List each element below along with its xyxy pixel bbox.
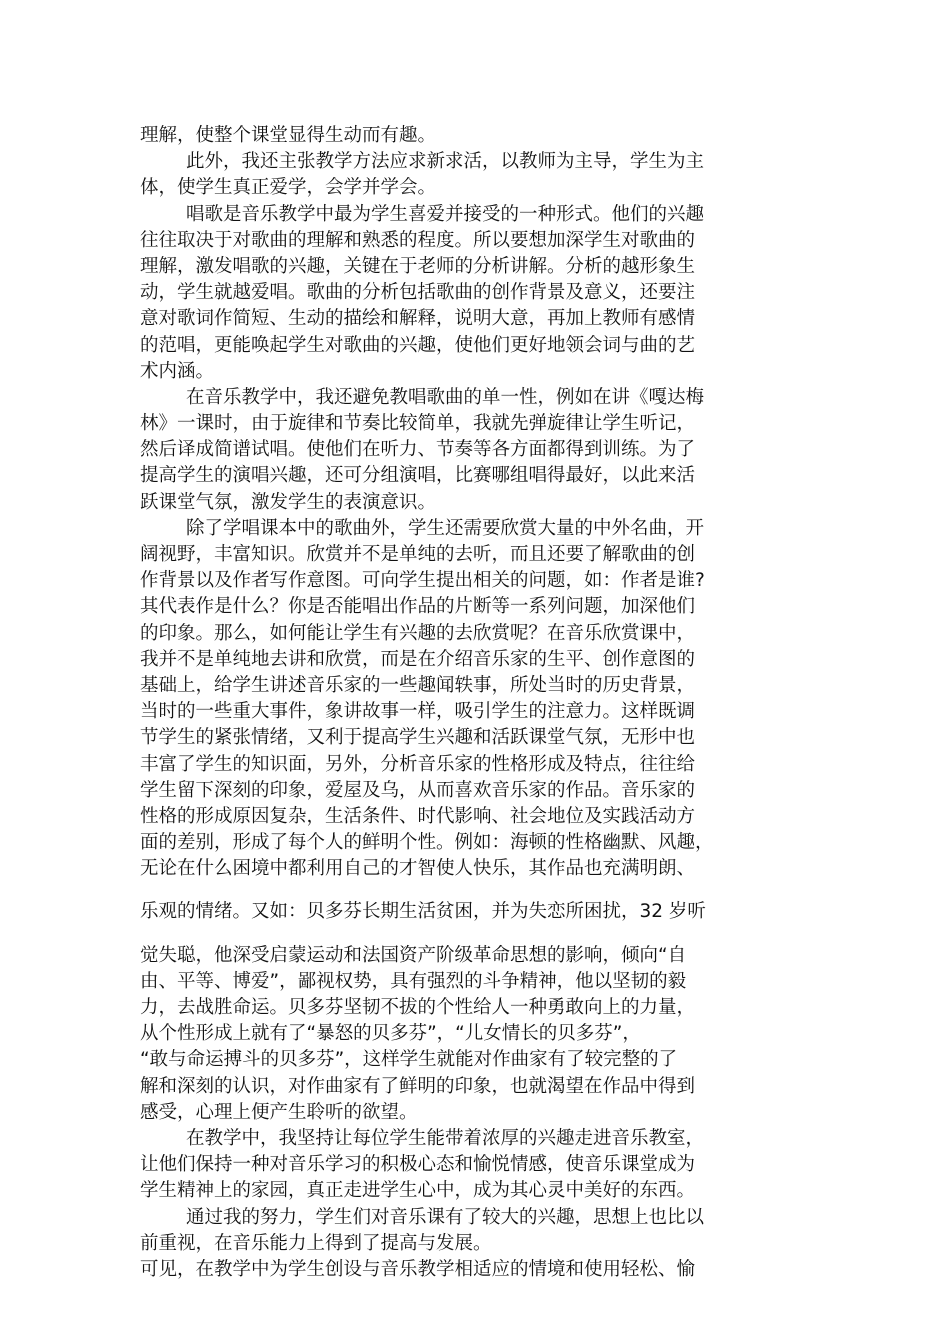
text-line: 体，使学生真正爱学，会学并学会。: [140, 177, 437, 199]
text-line: 阔视野，丰富知识。欣赏并不是单纯的去听，而且还要了解歌曲的创: [140, 544, 696, 565]
text-line: 力，去战胜命运。贝多芬坚韧不拔的个性给人一种勇敢向上的力量，: [140, 997, 696, 1018]
text-line: 提高学生的演唱兴趣，还可分组演唱，比赛哪组唱得最好，以此来活: [140, 465, 696, 487]
text-line: 节学生的紧张情绪，又利于提高学生兴趣和活跃课堂气氛，无形中也: [140, 727, 696, 749]
text-line: 学生留下深刻的印象，爱屋及乌，从而喜欢音乐家的作品。音乐家的: [140, 779, 696, 801]
text-line: 乐观的情绪。又如：贝多芬长期生活贫困，并为失恋所困扰，32 岁听: [140, 901, 706, 923]
text-line: 动，学生就越爱唱。歌曲的分析包括歌曲的创作背景及意义，还要注: [140, 282, 696, 304]
text-line: 然后译成简谱试唱。使他们在听力、节奏等各方面都得到训练。为了: [140, 439, 696, 461]
body-text: [140, 123, 812, 1283]
text-line: 的范唱，更能唤起学生对歌曲的兴趣，使他们更好地领会词与曲的艺: [140, 334, 696, 356]
text-line: 的印象。那么，如何能让学生有兴趣的去欣赏呢？在音乐欣赏课中，: [140, 622, 696, 644]
text-line: 除了学唱课本中的歌曲外，学生还需要欣赏大量的中外名曲，开: [186, 517, 705, 539]
text-line: 跃课堂气氛，激发学生的表演意识。: [140, 491, 437, 513]
text-line: 术内涵。: [140, 360, 215, 382]
text-line: 丰富了学生的知识面，另外，分析音乐家的性格形成及特点，往往给: [140, 753, 696, 775]
text-line: 解和深刻的认识，对作曲家有了鲜明的印象，也就渴望在作品中得到: [140, 1075, 696, 1097]
text-line: 学生精神上的家园，真正走进学生心中，成为其心灵中美好的东西。: [140, 1180, 696, 1202]
text-line: 当时的一些重大事件，象讲故事一样，吸引学生的注意力。这样既调: [140, 701, 696, 723]
text-line: 基础上，给学生讲述音乐家的一些趣闻轶事，所处当时的历史背景，: [140, 674, 696, 696]
text-line: 从个性形成上就有了“暴怒的贝多芬”，“儿女情长的贝多芬”，: [140, 1023, 641, 1045]
text-line: 其代表作是什么？你是否能唱出作品的片断等一系列问题，加深他们: [140, 596, 696, 618]
text-line: 让他们保持一种对音乐学习的积极心态和愉悦情感，使音乐课堂成为: [140, 1154, 696, 1176]
text-line: 在音乐教学中，我还避免教唱歌曲的单一性，例如在讲《嘎达梅: [186, 386, 705, 408]
text-line: 此外，我还主张教学方法应求新求活，以教师为主导，学生为主: [186, 151, 705, 173]
text-line: 前重视，在音乐能力上得到了提高与发展。: [140, 1232, 492, 1254]
text-line: 唱歌是音乐教学中最为学生喜爱并接受的一种形式。他们的兴趣: [186, 203, 705, 225]
text-line: 我并不是单纯地去讲和欣赏，而是在介绍音乐家的生平、创作意图的: [140, 648, 696, 670]
text-line: 作背景以及作者写作意图。可向学生提出相关的问题，如：作者是谁?: [140, 570, 705, 592]
text-line: 理解，使整个课堂显得生动而有趣。: [140, 125, 437, 146]
text-line: “敢与命运搏斗的贝多芬”，这样学生就能对作曲家有了较完整的了: [140, 1049, 678, 1071]
text-line: 林》一课时，由于旋律和节奏比较简单，我就先弹旋律让学生听记，: [140, 413, 696, 435]
text-line: 在教学中，我坚持让每位学生能带着浓厚的兴趣走进音乐教室，: [186, 1127, 705, 1149]
text-line: 意对歌词作简短、生动的描绘和解释，说明大意，再加上教师有感情: [140, 308, 696, 330]
text-line: 性格的形成原因复杂，生活条件、时代影响、社会地位及实践活动方: [140, 805, 696, 827]
text-line: 可见，在教学中为学生创设与音乐教学相适应的情境和使用轻松、愉: [140, 1258, 696, 1280]
text-line: 面的差别，形成了每个人的鲜明个性。例如：海顿的性格幽默、风趣，: [140, 832, 714, 854]
text-line: 理解，激发唱歌的兴趣，关键在于老师的分析讲解。分析的越形象生: [140, 255, 696, 277]
text-line: 由、平等、博爱”，鄙视权势，具有强烈的斗争精神，他以坚韧的毅: [140, 970, 687, 992]
text-line: 无论在什么困境中都利用自己的才智使人快乐，其作品也充满明朗、: [140, 858, 696, 880]
text-line: 感受，心理上便产生聆听的欲望。: [140, 1101, 418, 1123]
text-line: 觉失聪，他深受启蒙运动和法国资产阶级革命思想的影响，倾向“自: [140, 944, 687, 966]
text-line: 往往取决于对歌曲的理解和熟悉的程度。所以要想加深学生对歌曲的: [140, 229, 696, 251]
text-line: 通过我的努力，学生们对音乐课有了较大的兴趣，思想上也比以: [186, 1206, 705, 1228]
